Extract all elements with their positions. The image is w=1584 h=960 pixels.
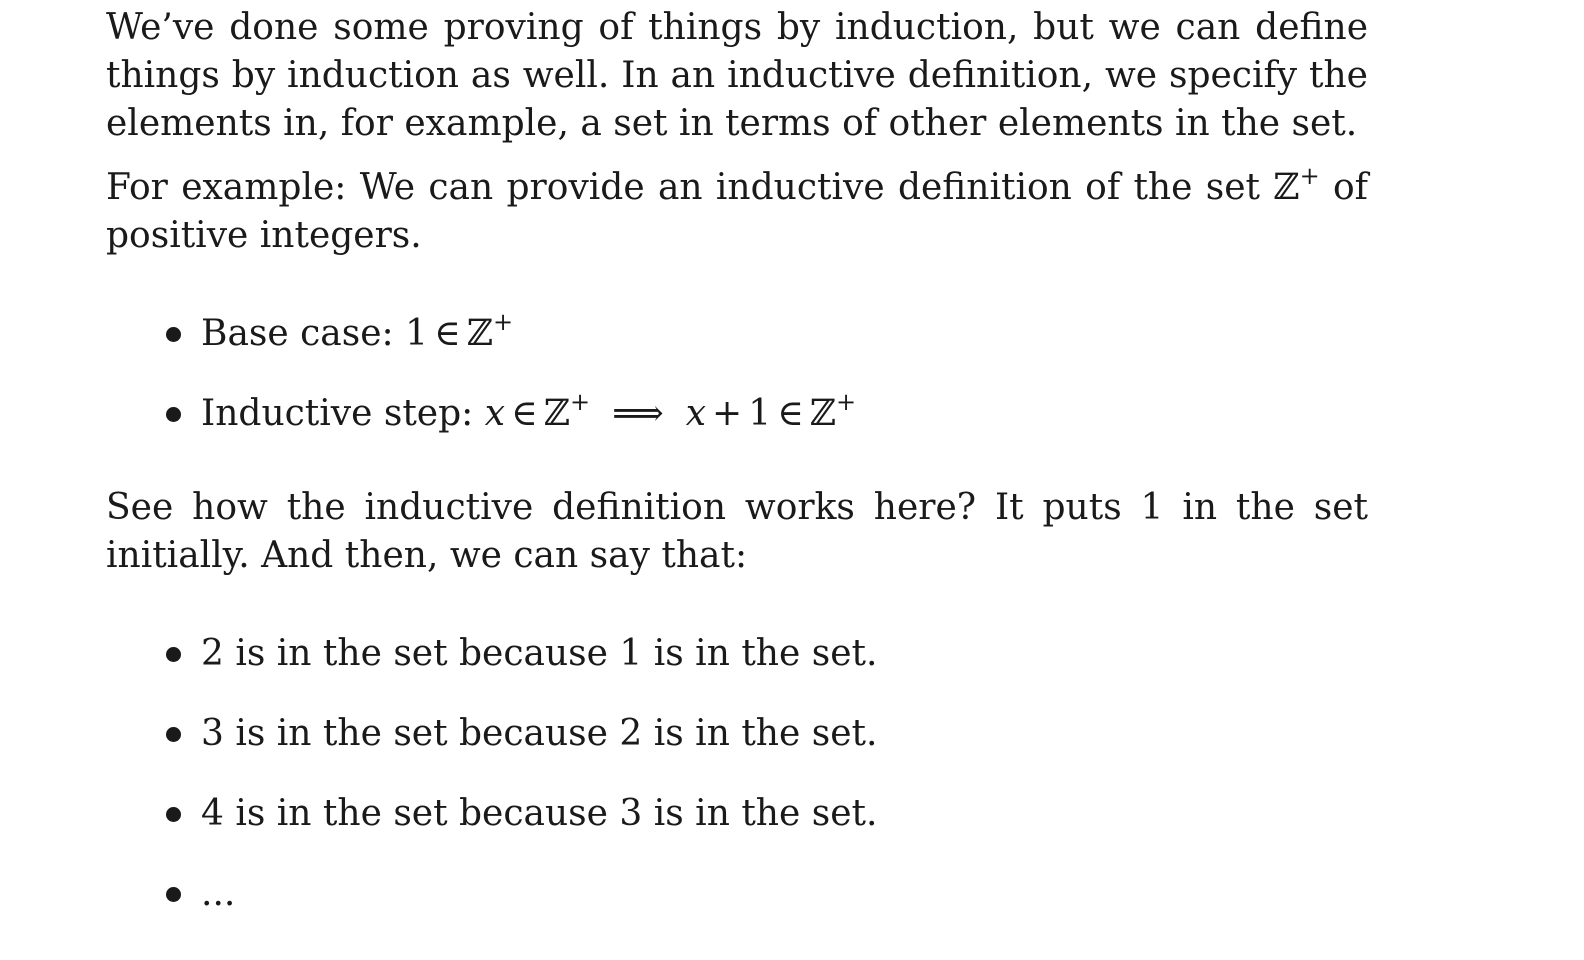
- set-symbol: ℤ: [809, 393, 837, 434]
- variable-x: x: [484, 393, 506, 434]
- intro-paragraph: We’ve done some proving of things by induction, but we can define things by induction as well. In an inductive definition, we specify the elements in, for example, a set in terms of other elements in the set.: [106, 7, 1368, 144]
- example-paragraph: [106, 164, 1368, 260]
- bullet-icon: [166, 407, 181, 422]
- list-item: [106, 870, 1368, 950]
- bullet-icon: [166, 807, 181, 822]
- set-superscript: +: [569, 388, 591, 416]
- bullet-icon: [166, 327, 181, 342]
- example-list: [106, 630, 1368, 950]
- set-symbol: ℤ: [543, 393, 570, 434]
- list-item-inductive-step: [106, 390, 1368, 470]
- base-case-label: Base case:: [201, 313, 406, 354]
- example-text-after: of positive integers.: [106, 167, 1368, 256]
- element-of-symbol: ∈: [511, 393, 538, 434]
- bullet-icon: [166, 887, 181, 902]
- base-case-formula: [405, 308, 514, 354]
- formula-one: 1: [405, 313, 429, 354]
- inductive-step-formula: [484, 388, 857, 434]
- element-of-symbol: ∈: [434, 313, 461, 354]
- example-text-before: For example: We can provide an inductive definition of the set: [106, 167, 1274, 208]
- list-item: [106, 630, 1368, 710]
- list-item: [106, 790, 1368, 870]
- variable-x: x: [685, 393, 707, 434]
- explanation-paragraph: See how the inductive definition works here? It puts 1 in the set initially. And then, we can say that:: [106, 487, 1368, 576]
- set-symbol: ℤ: [466, 313, 493, 354]
- list-item-text: ...: [201, 873, 236, 914]
- list-item-base-case: [106, 310, 1368, 390]
- bullet-icon: [166, 647, 181, 662]
- plus-symbol: +: [712, 393, 743, 434]
- set-superscript: +: [836, 388, 857, 416]
- set-superscript: +: [492, 308, 514, 336]
- set-symbol: ℤ: [1273, 167, 1300, 208]
- list-item-text: 3 is in the set because 2 is in the set.: [201, 713, 878, 754]
- implies-arrow-icon: ⟹: [612, 393, 664, 434]
- formula-one: 1: [748, 393, 772, 434]
- list-item: [106, 710, 1368, 790]
- inductive-step-label: Inductive step:: [201, 393, 485, 434]
- list-item-text: 2 is in the set because 1 is in the set.: [201, 633, 878, 674]
- positive-integers-symbol: [1273, 162, 1320, 208]
- list-item-text: 4 is in the set because 3 is in the set.: [201, 793, 878, 834]
- element-of-symbol: ∈: [777, 393, 804, 434]
- bullet-icon: [166, 727, 181, 742]
- set-superscript: +: [1299, 162, 1320, 190]
- definition-list: [106, 310, 1368, 470]
